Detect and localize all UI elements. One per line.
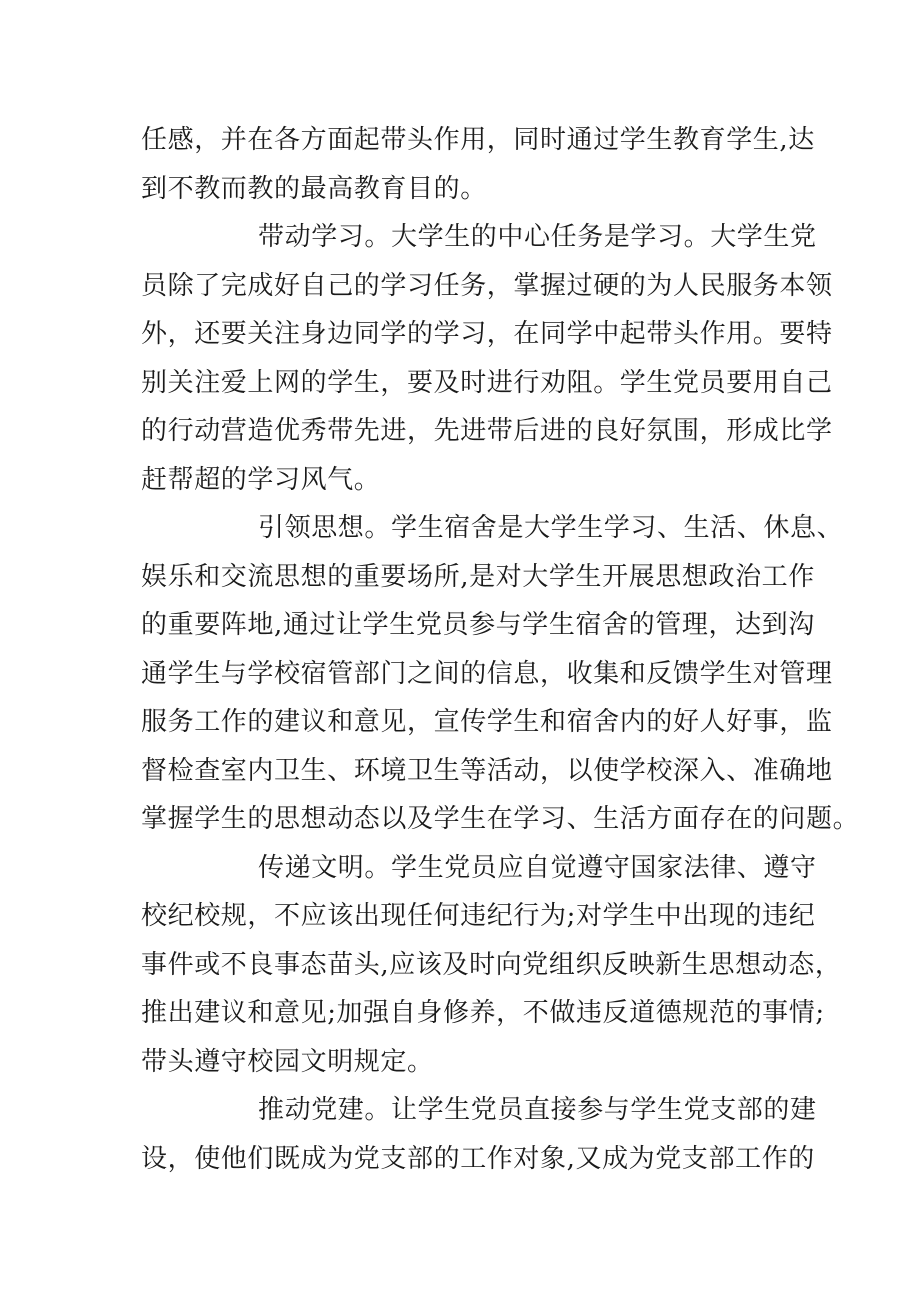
text-line: 别关注爱上网的学生，要及时进行劝阻。学生党员要用自己 (141, 367, 833, 398)
text-line: 督检查室内卫生、环境卫生等活动，以使学校深入、准确地 (141, 755, 833, 786)
text-line: 引领思想。学生宿舍是大学生学习、生活、休息、 (258, 513, 844, 543)
text-line: 推出建议和意见;加强自身修养，不做违反道德规范的事情; (141, 998, 825, 1028)
text-line: 通学生与学校宿管部门之间的信息，收集和反馈学生对管理 (141, 658, 833, 689)
text-line: 带头遵守校园文明规定。 (141, 1046, 434, 1077)
text-line: 员除了完成好自己的学习任务，掌握过硬的为人民服务本领 (141, 270, 833, 301)
text-line: 外，还要关注身边同学的学习，在同学中起带头作用。要特 (141, 319, 833, 349)
text-line: 的重要阵地,通过让学生党员参与学生宿舍的管理，达到沟 (141, 610, 815, 640)
paragraph-continuation (141, 116, 815, 213)
paragraph-party-building (141, 1086, 817, 1183)
text-line: 赶帮超的学习风气。 (141, 464, 381, 495)
text-line: 到不教而教的最高教育目的。 (141, 173, 487, 204)
text-line: 事件或不良事态苗头,应该及时向党组织反映新生思想动态， (141, 949, 842, 980)
paragraph-thought (141, 504, 860, 844)
text-line: 的行动营造优秀带先进，先进带后进的良好氛围，形成比学 (141, 416, 833, 446)
text-line: 推动党建。让学生党员直接参与学生党支部的建 (258, 1095, 817, 1125)
text-line: 传递文明。学生党员应自觉遵守国家法律、遵守 (258, 852, 817, 883)
text-line: 任感，并在各方面起带头作用，同时通过学生教育学生,达 (141, 125, 815, 155)
text-line: 服务工作的建议和意见，宣传学生和宿舍内的好人好事，监 (141, 707, 833, 737)
text-line: 带动学习。大学生的中心任务是学习。大学生党 (258, 222, 817, 252)
text-line: 娱乐和交流思想的重要场所,是对大学生开展思想政治工作 (141, 561, 815, 592)
document-body (141, 116, 860, 1183)
text-line: 设，使他们既成为党支部的工作对象,又成为党支部工作的 (141, 1143, 815, 1174)
text-line: 掌握学生的思想动态以及学生在学习、生活方面存在的问题。 (141, 804, 860, 834)
paragraph-study (141, 213, 833, 504)
text-line: 校纪校规，不应该出现任何违纪行为;对学生中出现的违纪 (141, 901, 816, 931)
paragraph-civility (141, 844, 842, 1087)
